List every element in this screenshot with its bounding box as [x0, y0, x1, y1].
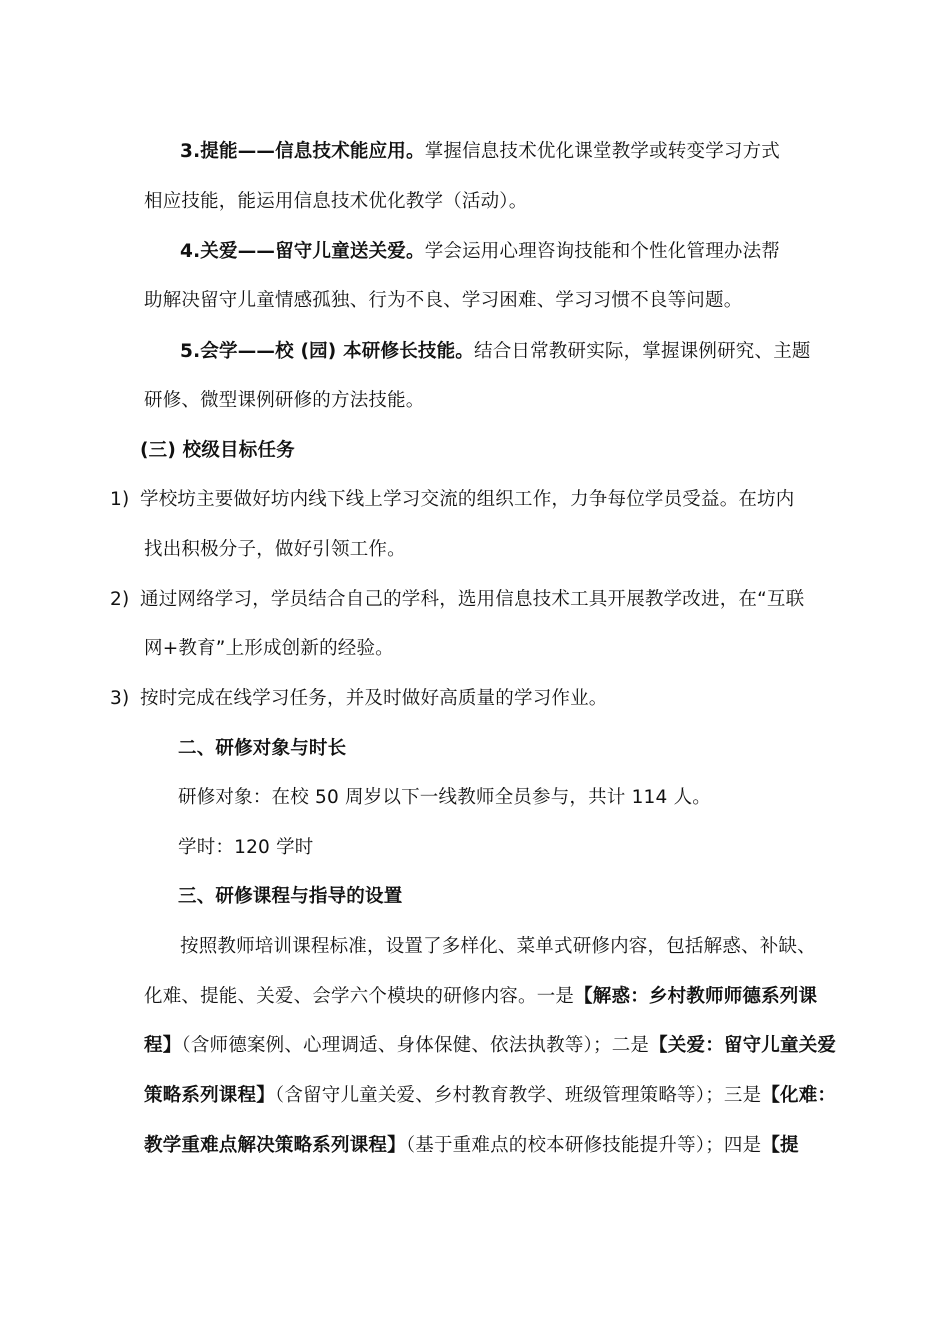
course-module-title: 策略系列课程】 — [144, 1085, 275, 1106]
paragraph-text: 结合日常教研实际，掌握课例研究、主题 — [474, 341, 811, 362]
course-module-title: 【解惑：乡村教师师德系列课 — [574, 986, 818, 1007]
courses-paragraph-line3 — [144, 1034, 836, 1058]
section-title-target-duration: 二、研修对象与时长 — [178, 738, 347, 759]
courses-paragraph-line5 — [144, 1134, 799, 1158]
paragraph-tineng-line2: 相应技能，能运用信息技术优化教学（活动）。 — [144, 191, 528, 212]
course-module-title: 【关爱：留守儿童关爱 — [649, 1035, 837, 1056]
courses-paragraph-line1: 按照教师培训课程标准，设置了多样化、菜单式研修内容，包括解惑、补缺、 — [180, 936, 816, 957]
course-module-title: 【提 — [761, 1135, 799, 1156]
courses-text: （基于重难点的校本研修技能提升等）；四是 — [405, 1135, 762, 1156]
course-module-title: 教学重难点解决策略系列课程】 — [144, 1135, 406, 1156]
list-text: 按时完成在线学习任务，并及时做好高质量的学习作业。 — [140, 688, 608, 709]
courses-text: （含师德案例、心理调适、身体保健、依法执教等）；二是 — [181, 1035, 650, 1056]
list-item — [110, 488, 795, 512]
paragraph-huixue-line1 — [180, 340, 811, 364]
paragraph-heading: 3.提能——信息技术能应用。 — [180, 141, 425, 162]
research-target-text: 研修对象：在校 50 周岁以下一线教师全员参与，共计 114 人。 — [178, 787, 711, 808]
list-text: 通过网络学习，学员结合自己的学科，选用信息技术工具开展教学改进，在“互联 — [140, 589, 805, 610]
paragraph-huixue-line2: 研修、微型课例研修的方法技能。 — [144, 390, 425, 411]
paragraph-text: 学会运用心理咨询技能和个性化管理办法帮 — [424, 241, 781, 262]
study-hours-text: 学时：120 学时 — [178, 837, 314, 858]
list-item — [110, 588, 804, 612]
courses-text: 化难、提能、关爱、会学六个模块的研修内容。一是 — [144, 986, 575, 1007]
paragraph-text: 掌握信息技术优化课堂教学或转变学习方式 — [424, 141, 781, 162]
courses-paragraph-line2 — [144, 985, 817, 1009]
list-number: 1) — [110, 489, 130, 510]
section-title-school-goals: (三) 校级目标任务 — [140, 440, 295, 461]
list-number: 2) — [110, 589, 130, 610]
paragraph-tineng-line1 — [180, 140, 780, 164]
list-text: 学校坊主要做好坊内线下线上学习交流的组织工作，力争每位学员受益。在坊内 — [140, 489, 795, 510]
section-title-courses: 三、研修课程与指导的设置 — [178, 886, 403, 907]
list-item-continuation: 找出积极分子，做好引领工作。 — [144, 539, 406, 560]
paragraph-heading: 4.关爱——留守儿童送关爱。 — [180, 241, 425, 262]
list-item-continuation: 网+教育”上形成创新的经验。 — [144, 638, 394, 659]
paragraph-heading: 5.会学——校 (园) 本研修长技能。 — [180, 341, 474, 362]
courses-text: （含留守儿童关爱、乡村教育教学、班级管理策略等）；三是 — [274, 1085, 762, 1106]
course-module-title: 程】 — [144, 1035, 182, 1056]
list-item — [110, 687, 608, 711]
course-module-title: 【化难： — [761, 1085, 837, 1106]
paragraph-guanai-line2: 助解决留守儿童情感孤独、行为不良、学习困难、学习习惯不良等问题。 — [144, 290, 743, 311]
courses-paragraph-line4 — [144, 1084, 836, 1108]
list-number: 3) — [110, 688, 130, 709]
paragraph-guanai-line1 — [180, 240, 780, 264]
